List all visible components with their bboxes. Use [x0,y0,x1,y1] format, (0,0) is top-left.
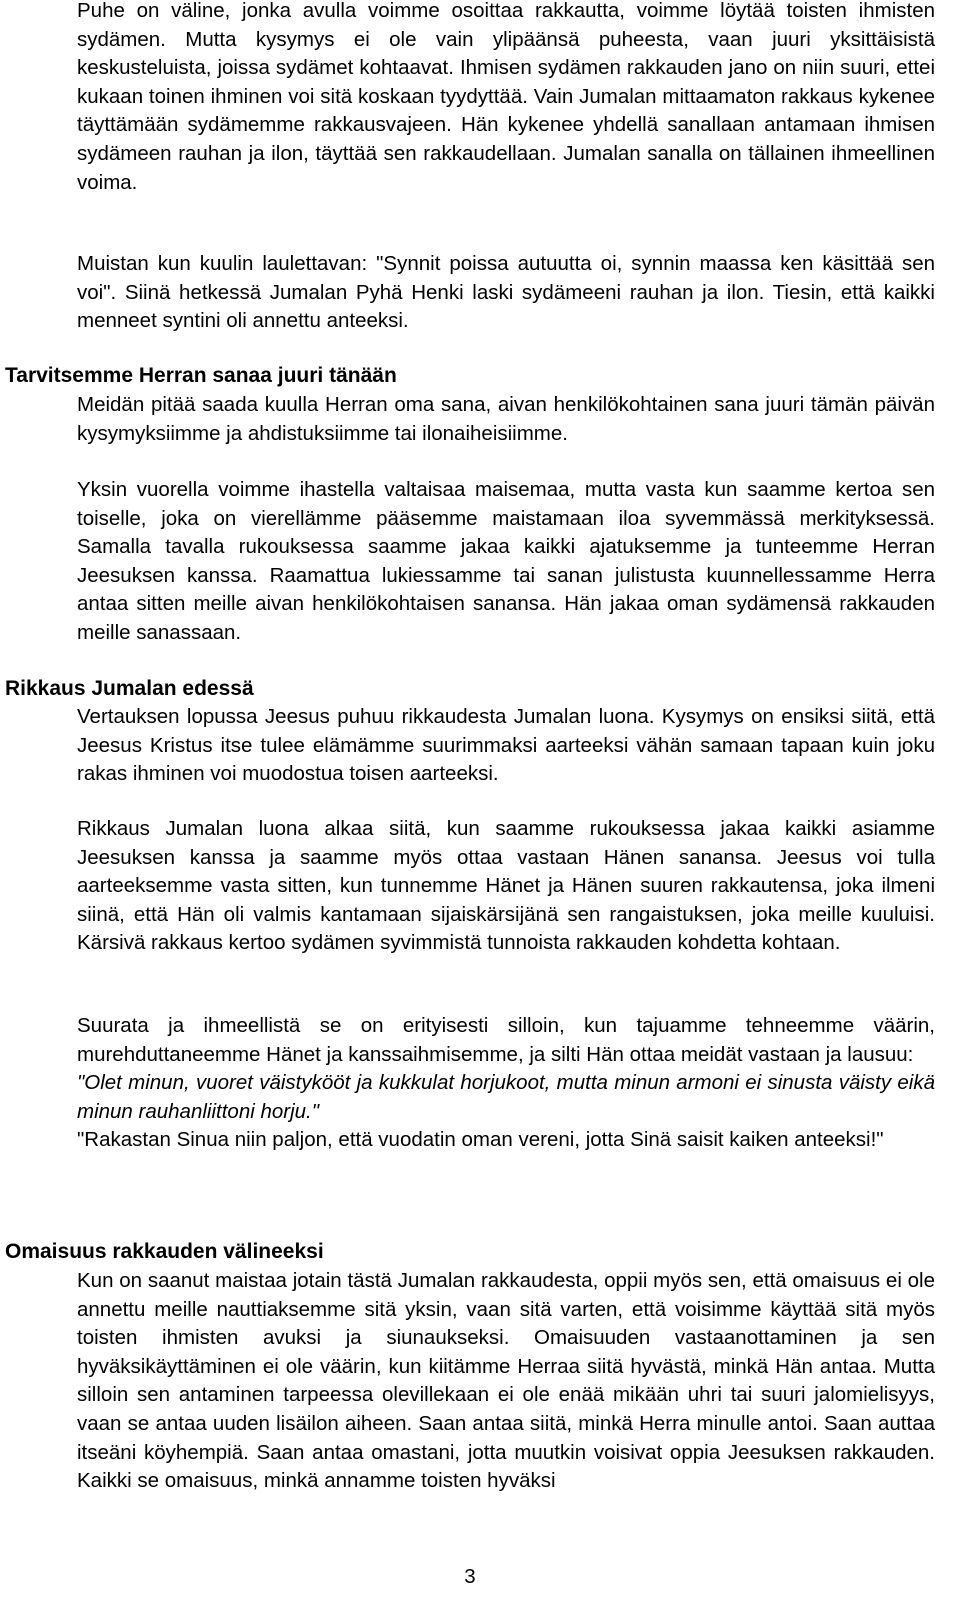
quote-block [77,1012,935,1155]
section-heading: Rikkaus Jumalan edessä [5,677,254,700]
section-heading: Tarvitsemme Herran sanaa juuri tänään [5,364,397,387]
body-paragraph: Yksin vuorella voimme ihastella valtaisaa maisemaa, mutta vasta kun saamme kertoa sen toiselle, joka on vierellämme pääsemme maistamaan iloa syvemmässä merkityksessä. Samalla tavalla rukouksessa saamme jakaa kaikki ajatuksemme ja tunteemme Herran Jeesuksen kanssa. Raamattua lukiessamme tai sanan julistusta kuunnellessamme Herra antaa sitten meille aivan henkilökohtaisen sanansa. Hän jakaa oman sydämensä rakkauden meille sanassaan. [77,478,935,644]
italic-quote: "Olet minun, vuoret väistykööt ja kukkulat horjukoot, mutta minun armoni ei sinusta väisty eikä minun rauhanliittoni horju." [77,1071,935,1123]
body-paragraph: Meidän pitää saada kuulla Herran oma sana, aivan henkilökohtainen sana juuri tämän päivän kysymyksiimme ja ahdistuksiimme tai ilonaiheisiimme. [77,393,935,445]
body-paragraph: Suurata ja ihmeellistä se on erityisesti silloin, kun tajuamme tehneemme väärin, murehduttaneemme Hänet ja kanssaihmisemme, ja silti Hän ottaa meidät vastaan ja lausuu: [77,1014,935,1066]
body-paragraph: Rikkaus Jumalan luona alkaa siitä, kun saamme rukouksessa jakaa kaikki asiamme Jeesuksen kanssa ja saamme myös ottaa vastaan Hänen sanansa. Jeesus voi tulla aarteeksemme vasta sitten, kun tunnemme Hänet ja Hänen suuren rakkautensa, joka ilmeni siinä, että Hän oli valmis kantamaan sijaiskärsijänä sen rangaistuksen, joka meille kuuluisi. Kärsivä rakkaus kertoo sydämen syvimmistä tunnoista rakkauden kohdetta kohtaan. [77,817,935,955]
page-number: 3 [464,1565,476,1588]
body-paragraph: Vertauksen lopussa Jeesus puhuu rikkaudesta Jumalan luona. Kysymys on ensiksi siitä, että Jeesus Kristus itse tulee elämämme suurimmaksi aarteeksi vähän samaan tapaan kuin joku rakas ihminen voi muodostua toisen aarteeksi. [77,705,935,786]
body-paragraph: Kun on saanut maistaa jotain tästä Jumalan rakkaudesta, oppii myös sen, että omaisuus ei ole annettu meille nauttiaksemme sitä yksin, vaan sitä varten, että voisimme käyttää sitä myös toisten ihmisten avuksi ja siunaukseksi. Omaisuuden vastaanottaminen ja sen hyväksikäyttäminen ei ole väärin, kun kiitämme Herraa siitä hyvästä, minkä Hän antaa. Mutta silloin sen antaminen tarpeessa olevillekaan ei ole enää mikään uhri tai suuri jalomielisyys, vaan se antaa uuden lisäilon aiheen. Saan antaa siitä, minkä Herra minulle antoi. Saan auttaa itseäni köyhempiä. Saan antaa omastani, jotta muutkin voisivat oppia Jeesuksen rakkauden. Kaikki se omaisuus, minkä annamme toisten hyväksi [77,1269,935,1493]
body-paragraph: Muistan kun kuulin laulettavan: "Synnit poissa autuutta oi, synnin maassa ken käsittää sen voi". Siinä hetkessä Jumalan Pyhä Henki laski sydämeeni rauhan ja ilon. Tiesin, että kaikki menneet syntini oli annettu anteeksi. [77,252,935,333]
plain-quote: "Rakastan Sinua niin paljon, että vuodatin oman vereni, jotta Sinä saisit kaiken anteeksi!" [77,1128,884,1152]
body-paragraph: Puhe on väline, jonka avulla voimme osoittaa rakkautta, voimme löytää toisten ihmisten sydämen. Mutta kysymys ei ole vain ylipäänsä puheesta, vaan juuri yksittäisistä keskusteluista, joissa sydämet kohtaavat. Ihmisen sydämen rakkauden jano on niin suuri, ettei kukaan toinen ihminen voi sitä koskaan tyydyttää. Vain Jumalan mittaamaton rakkaus kykenee täyttämään sydämemme rakkausvajeen. Hän kykenee yhdellä sanallaan antamaan ihmisen sydämeen rauhan ja ilon, täyttää sen rakkaudellaan. Jumalan sanalla on tällainen ihmeellinen voima. [77,0,935,194]
section-heading: Omaisuus rakkauden välineeksi [5,1240,324,1263]
